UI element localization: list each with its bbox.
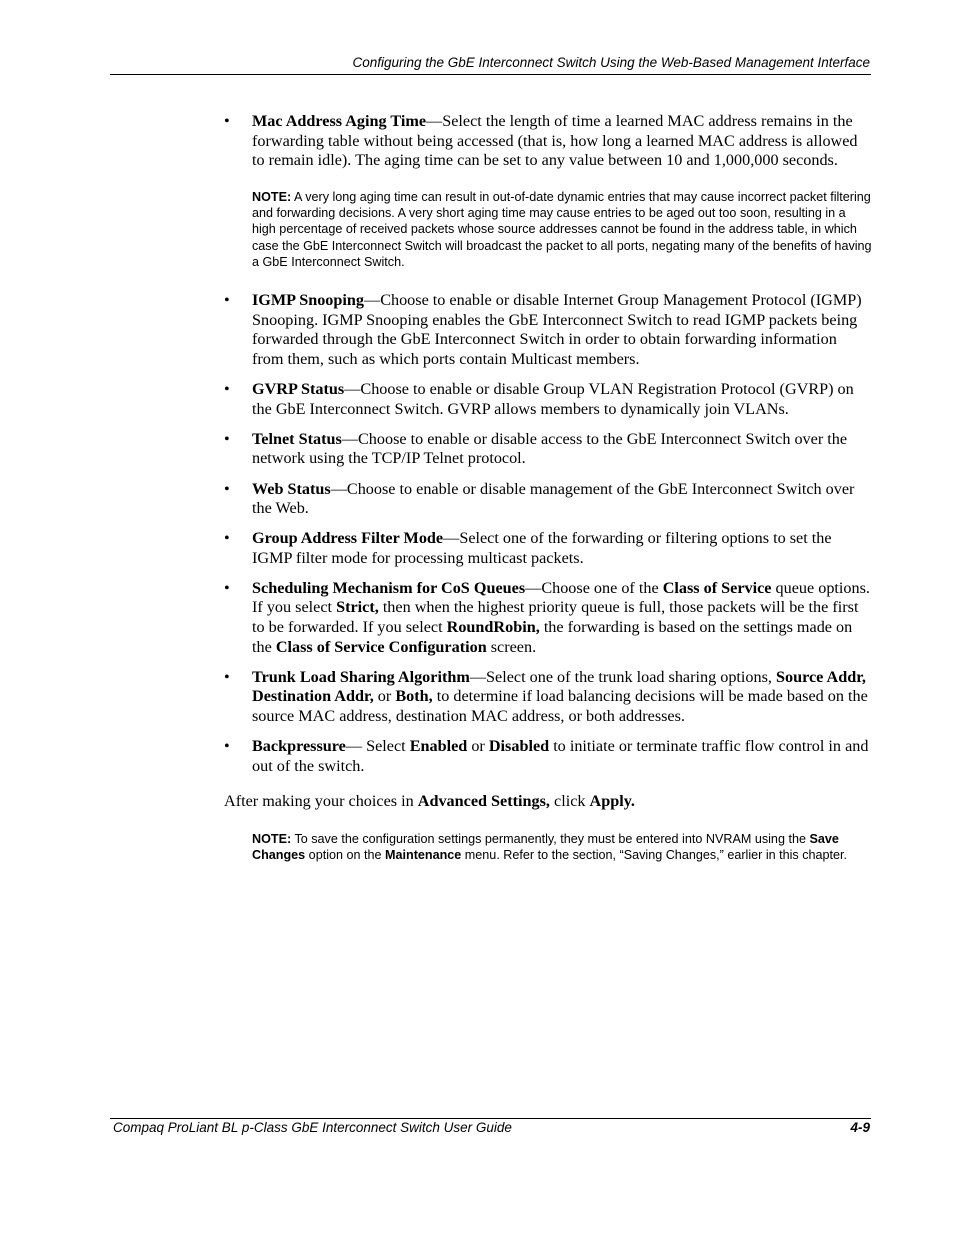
bullet-text: — Select (345, 737, 410, 756)
bullet-text: queue options. If you select (252, 578, 870, 617)
bullet-text: —Choose to enable or disable access to the GbE Interconnect Switch over the network using the TCP/IP Telnet protocol. (252, 429, 848, 468)
bullet-text: —Choose to enable or disable Group VLAN Registration Protocol (GVRP) on the GbE Interconnect Switch. GVRP allows members to dynamically join VLANs. (252, 380, 854, 418)
bullet-emphasis: Both, (395, 687, 433, 706)
bullet-marker: • (224, 667, 230, 686)
bullet-text: —Choose to enable or disable management of the GbE Interconnect Switch over the Web. (252, 479, 855, 518)
bullet-term: Trunk Load Sharing Algorithm (252, 667, 470, 686)
header-rule (110, 74, 871, 75)
bullet-emphasis: RoundRobin, (446, 618, 540, 637)
bullet-term: Telnet Status (252, 429, 342, 448)
note-aging-time (252, 189, 872, 270)
bullet-term: Group Address Filter Mode (252, 529, 444, 548)
bullet-text: to determine if load balancing decisions will be made based on the source MAC address, destination MAC address, or both addresses. (252, 687, 868, 725)
footer-page-number: 4-9 (850, 1120, 870, 1135)
note-text: A very long aging time can result in out-of-date dynamic entries that may cause incorrect packet filtering and forwarding decisions. A very short aging time may cause entries to be aged out too soon, resulting in a high percentage of received packets whose source addresses cannot be found in the address table, in which case the GbE Interconnect Switch will broadcast the packet to all ports, negating many of the benefits of having a GbE Interconnect Switch. (252, 189, 872, 269)
bullet-text: —Select one of the forwarding or filtering options to set the IGMP filter mode for processing multicast packets. (252, 529, 832, 567)
paragraph-text: click (549, 792, 590, 811)
running-header: Configuring the GbE Interconnect Switch Using the Web-Based Management Interface (352, 55, 870, 70)
bullet-term: Web Status (252, 479, 331, 498)
footer-guide-title: Compaq ProLiant BL p-Class GbE Interconnect Switch User Guide (113, 1120, 512, 1135)
bullet-text: —Choose to enable or disable Internet Group Management Protocol (IGMP) Snooping. IGMP Snooping enables the GbE Interconnect Switch to read IGMP packets being forwarded through the GbE Interconnect Switch in order to obtain forwarding information from them, such as which ports contain Multicast members. (252, 291, 862, 369)
apply-instruction (224, 792, 872, 812)
bullet-term: GVRP Status (252, 380, 345, 399)
bullet-web-status (224, 480, 872, 519)
bullet-emphasis: Class of Service Configuration (275, 637, 487, 656)
note-label: NOTE: (252, 189, 292, 204)
bullet-gvrp-status (224, 380, 872, 419)
bullet-marker: • (224, 429, 230, 448)
bullet-text: the forwarding is based on the settings made on the (252, 618, 853, 656)
note-emphasis: Maintenance (385, 848, 462, 863)
note-text: option on the (305, 848, 386, 863)
bullet-term: IGMP Snooping (252, 291, 364, 310)
bullet-marker: • (224, 578, 230, 597)
note-text: To save the configuration settings permanently, they must be entered into NVRAM using the (291, 831, 810, 846)
paragraph-emphasis: Advanced Settings, (417, 792, 550, 811)
paragraph-text: After making your choices in (224, 792, 418, 811)
bullet-scheduling-mechanism (224, 579, 872, 657)
bullet-marker: • (224, 380, 230, 399)
bullet-mac-address-aging-time (224, 112, 872, 171)
bullet-marker: • (224, 112, 230, 130)
bullet-text: —Select the length of time a learned MAC address remains in the forwarding table without being accessed (that is, how long a learned MAC address is allowed to remain idle). The aging time can be set to any value between 10 and 1,000,000 seconds. (252, 112, 858, 170)
note-label: NOTE: (252, 831, 292, 846)
bullet-text: or (373, 687, 396, 706)
bullet-text: screen. (486, 637, 537, 656)
paragraph-emphasis: Apply. (589, 792, 635, 811)
bullet-marker: • (224, 291, 230, 310)
bullet-emphasis: Strict, (336, 598, 379, 617)
bullet-term: Mac Address Aging Time (252, 112, 427, 130)
bullet-trunk-load-sharing (224, 668, 872, 727)
bullet-text: —Choose one of the (525, 578, 663, 597)
bullet-igmp-snooping (224, 291, 872, 369)
bullet-marker: • (224, 737, 230, 756)
bullet-term: Scheduling Mechanism for CoS Queues (252, 578, 526, 597)
bullet-marker: • (224, 479, 230, 498)
bullet-text: —Select one of the trunk load sharing options, (469, 667, 776, 686)
note-emphasis: Save Changes (252, 831, 839, 863)
bullet-text: to initiate or terminate traffic flow control in and out of the switch. (252, 737, 869, 775)
bullet-term: Backpressure (252, 737, 346, 756)
bullet-emphasis: Disabled (488, 737, 550, 756)
note-text: menu. Refer to the section, “Saving Changes,” earlier in this chapter. (461, 848, 848, 863)
page-body (224, 112, 872, 863)
bullet-group-address-filter-mode (224, 529, 872, 568)
bullet-telnet-status (224, 430, 872, 469)
bullet-marker: • (224, 529, 230, 548)
bullet-emphasis: Enabled (409, 737, 468, 756)
bullet-backpressure (224, 737, 872, 776)
bullet-emphasis: Class of Service (662, 578, 772, 597)
footer-rule (110, 1118, 871, 1119)
bullet-emphasis: Source Addr, Destination Addr, (252, 667, 866, 706)
bullet-text: then when the highest priority queue is full, those packets will be the first to be forwarded. If you select (252, 598, 859, 637)
note-save-changes (252, 831, 872, 864)
bullet-text: or (467, 737, 489, 756)
